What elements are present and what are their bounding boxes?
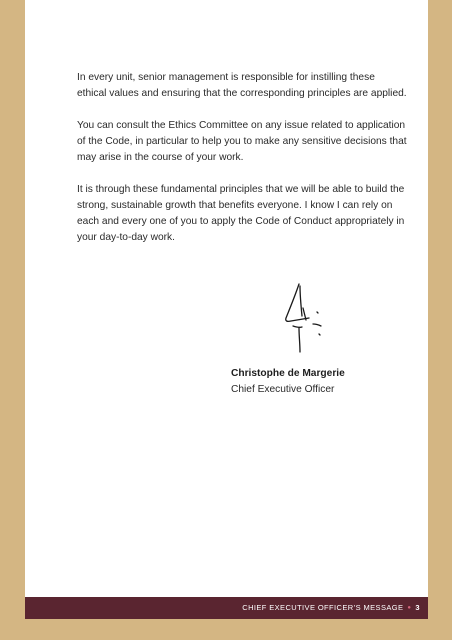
bullet-icon: ● (407, 605, 412, 611)
footer-section-label: CHIEF EXECUTIVE OFFICER’S MESSAGE (242, 603, 404, 612)
page (25, 0, 428, 597)
footer (242, 603, 420, 612)
paragraph-3: It is through these fundamental principles that we will be able to build the strong, sustainable growth that benefits everyone. I know I can rely on each and every one of you to apply the Code of Conduct appropriately in your day-to-day work. (77, 184, 405, 243)
message-body (77, 70, 407, 262)
paragraph-2: You can consult the Ethics Committee on any issue related to application of the Code, in particular to help you to make any sensitive decisions that may arise in the course of your work. (77, 120, 407, 163)
page-number: 3 (415, 603, 420, 612)
paragraph-1: In every unit, senior management is responsible for instilling these ethical values and ensuring that the corresponding principles are applied. (77, 72, 407, 99)
handwritten-signature (269, 282, 351, 354)
signatory-name: Christophe de Margerie (231, 368, 345, 379)
footer-band (25, 597, 428, 619)
signatory-title: Chief Executive Officer (231, 384, 335, 395)
